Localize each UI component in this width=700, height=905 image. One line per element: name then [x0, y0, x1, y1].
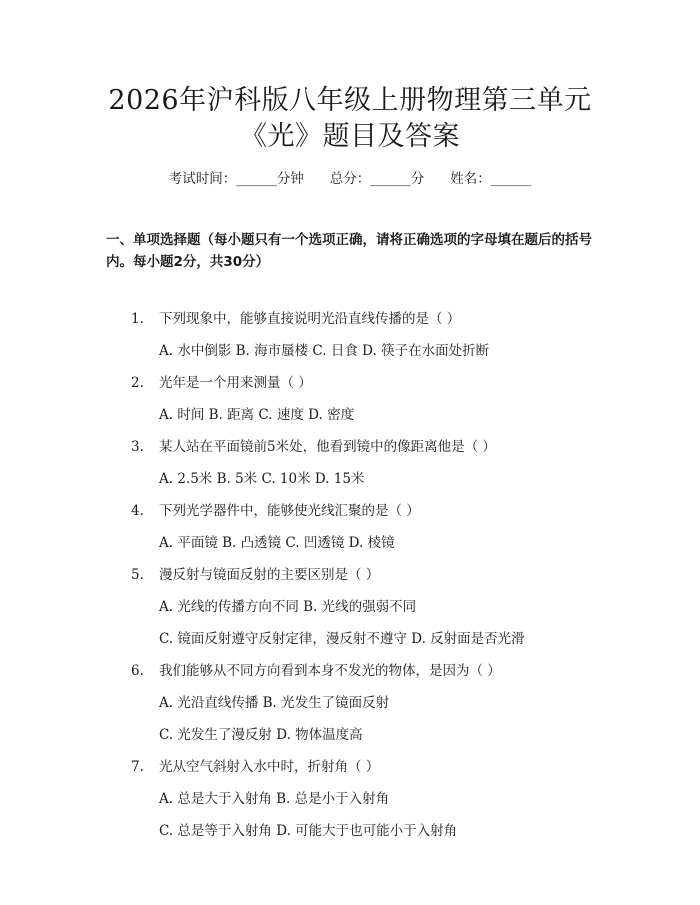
- question-number: 3.: [131, 439, 144, 455]
- question-text: 我们能够从不同方向看到本身不发光的物体，是因为（ ）: [159, 663, 501, 679]
- question-2-options: A. 时间 B. 距离 C. 速度 D. 密度: [159, 407, 355, 423]
- question-number: 2.: [131, 375, 144, 391]
- total-score-field: 总分：______分: [329, 171, 425, 187]
- question-7-options-cd: C. 总是等于入射角 D. 可能大于也可能小于入射角: [159, 823, 458, 839]
- question-text: 光从空气斜射入水中时，折射角（ ）: [159, 759, 380, 775]
- question-number: 4.: [131, 503, 144, 519]
- question-number: 7.: [131, 759, 144, 775]
- question-text: 漫反射与镜面反射的主要区别是（ ）: [159, 567, 380, 583]
- exam-time-field: 考试时间：______分钟: [168, 171, 304, 187]
- question-3-options: A. 2.5米 B. 5米 C. 10米 D. 15米: [159, 471, 365, 487]
- question-text: 某人站在平面镜前5米处，他看到镜中的像距离他是（ ）: [159, 439, 496, 455]
- page-title-line1: 2026年沪科版八年级上册物理第三单元: [108, 85, 592, 116]
- question-4: [131, 501, 420, 521]
- question-text: 下列现象中，能够直接说明光沿直线传播的是（ ）: [159, 311, 461, 327]
- name-field: 姓名：______: [450, 171, 532, 187]
- question-4-options: A. 平面镜 B. 凸透镜 C. 凹透镜 D. 棱镜: [159, 535, 395, 551]
- section-heading: 一、单项选择题（每小题只有一个选项正确，请将正确选项的字母填在题后的括号内。每小题2分，共30分）: [106, 232, 592, 270]
- exam-info: [0, 169, 700, 189]
- question-7: [131, 757, 379, 777]
- question-number: 6.: [131, 663, 144, 679]
- question-5: [131, 565, 379, 585]
- question-1-options: A. 水中倒影 B. 海市蜃楼 C. 日食 D. 筷子在水面处折断: [159, 343, 490, 359]
- question-number: 5.: [131, 567, 144, 583]
- question-6-options-ab: A. 光沿直线传播 B. 光发生了镜面反射: [159, 695, 390, 711]
- question-1: [131, 309, 460, 329]
- question-7-options-ab: A. 总是大于入射角 B. 总是小于入射角: [159, 791, 390, 807]
- question-text: 光年是一个用来测量（ ）: [159, 375, 312, 391]
- question-text: 下列光学器件中，能够使光线汇聚的是（ ）: [159, 503, 420, 519]
- question-6-options-cd: C. 光发生了漫反射 D. 物体温度高: [159, 727, 363, 743]
- question-number: 1.: [131, 311, 144, 327]
- question-5-options-ab: A. 光线的传播方向不同 B. 光线的强弱不同: [159, 599, 417, 615]
- question-5-options-cd: C. 镜面反射遵守反射定律，漫反射不遵守 D. 反射面是否光滑: [159, 631, 525, 647]
- question-2: [131, 373, 312, 393]
- question-3: [131, 437, 496, 457]
- question-6: [131, 661, 501, 681]
- page-title-line2: 《光》题目及答案: [240, 121, 460, 152]
